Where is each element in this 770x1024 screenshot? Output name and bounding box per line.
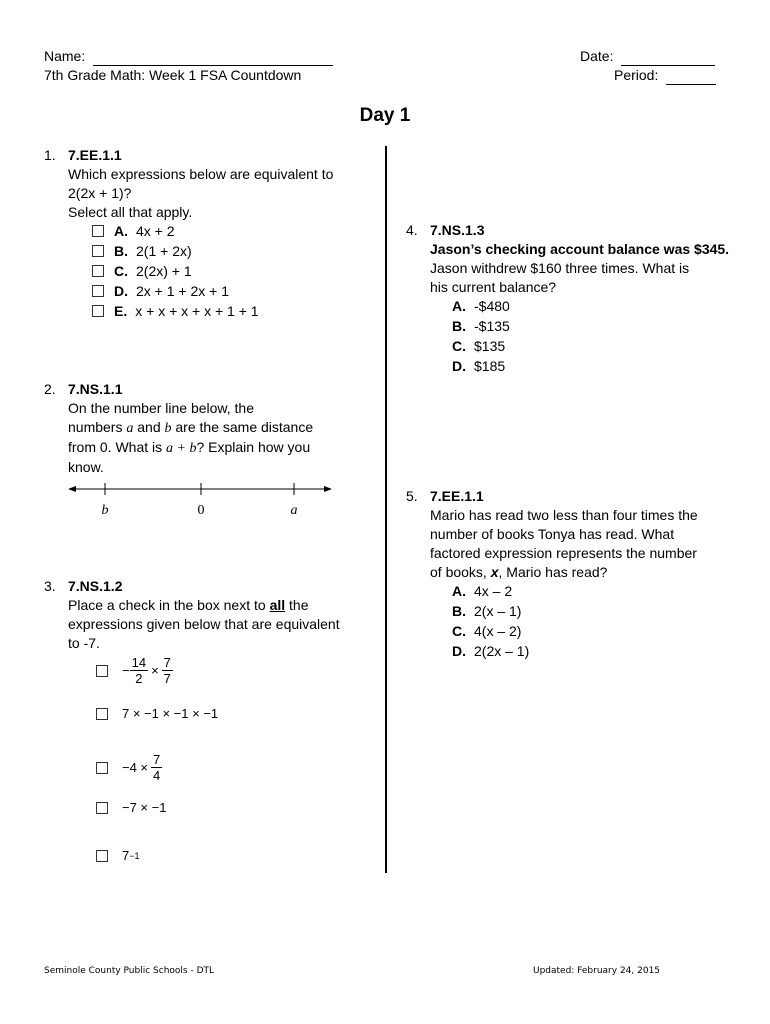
question-text: expressions given below that are equivalent <box>68 616 340 632</box>
variable-a: a <box>126 421 134 436</box>
period-field[interactable] <box>666 84 716 85</box>
question-5 <box>406 487 746 662</box>
choice-c <box>92 262 374 282</box>
checkbox[interactable] <box>92 245 104 257</box>
checkbox[interactable] <box>96 762 108 774</box>
question-text: Place a check in the box next to all the <box>68 597 309 613</box>
question-text: know. <box>68 459 104 475</box>
choice-e <box>92 302 374 322</box>
variable-x: x <box>490 564 499 580</box>
question-text: Mario has read two less than four times the <box>430 507 698 523</box>
tick-label-b: b <box>101 503 109 518</box>
question-2 <box>44 380 374 477</box>
standard-code: 7.EE.1.1 <box>430 488 484 504</box>
q3-option-3: −4 × $\frac{7}{4}$ <box>96 752 162 783</box>
question-text: factored expression represents the number <box>430 545 697 561</box>
column-divider <box>385 146 387 873</box>
question-text: Which expressions below are equivalent to <box>68 166 334 182</box>
question-text: numbers a and b are the same distance <box>68 419 314 436</box>
date-label: Date: <box>580 48 614 64</box>
choice-letter: C. <box>114 263 128 279</box>
choice-b <box>92 242 374 262</box>
choice-list <box>452 582 746 662</box>
emphasis-all: all <box>269 597 286 613</box>
worksheet-subtitle: 7th Grade Math: Week 1 FSA Countdown <box>44 67 302 83</box>
choice-a <box>92 222 374 242</box>
footer-left: Seminole County Public Schools - DTL <box>44 966 215 976</box>
question-number: 5. <box>406 488 418 504</box>
tick-label-0: 0 <box>197 503 205 518</box>
right-arrow-icon <box>324 486 332 492</box>
choice-d[interactable]: D. $185 <box>452 358 506 374</box>
choice-a[interactable]: A. -$480 <box>452 298 510 314</box>
checkbox[interactable] <box>92 285 104 297</box>
question-number: 4. <box>406 222 418 238</box>
q3-option-4: −7 × −1 <box>96 800 166 815</box>
question-number: 1. <box>44 147 56 163</box>
question-3 <box>44 577 374 653</box>
question-text: his current balance? <box>430 279 557 295</box>
choice-a[interactable]: A. 4x – 2 <box>452 583 513 599</box>
checkbox[interactable] <box>96 665 108 677</box>
checkbox[interactable] <box>92 305 104 317</box>
expression: a + b <box>166 441 197 456</box>
name-label: Name: <box>44 48 86 64</box>
checkbox[interactable] <box>96 802 108 814</box>
choice-b[interactable]: B. -$135 <box>452 318 510 334</box>
name-row <box>44 47 333 66</box>
tick-label-a: a <box>290 503 298 518</box>
question-text: number of books Tonya has read. What <box>430 526 675 542</box>
standard-code: 7.NS.1.3 <box>430 222 485 238</box>
choice-letter: A. <box>114 223 128 239</box>
left-arrow-icon <box>68 486 76 492</box>
choice-c[interactable]: C. $135 <box>452 338 506 354</box>
choice-b[interactable]: B. 2(x – 1) <box>452 603 522 619</box>
standard-code: 7.EE.1.1 <box>68 147 122 163</box>
choice-c[interactable]: C. 4(x – 2) <box>452 623 522 639</box>
question-number: 2. <box>44 381 56 397</box>
period-row <box>614 66 716 85</box>
number-line <box>66 478 334 522</box>
question-text: Jason’s checking account balance was $345. <box>430 241 730 257</box>
checkbox[interactable] <box>96 708 108 720</box>
q3-option-2: 7 × −1 × −1 × −1 <box>96 706 218 721</box>
choice-text: 2(2x) + 1 <box>136 263 192 279</box>
choice-letter: D. <box>114 283 128 299</box>
choice-list <box>452 297 736 377</box>
fraction: $\frac{14}{2}$ <box>131 655 147 686</box>
variable-b: b <box>164 421 172 436</box>
question-text: Select all that apply. <box>68 204 193 220</box>
question-text: from 0. What is a + b? Explain how you <box>68 439 311 456</box>
fraction: $\frac{7}{4}$ <box>153 752 161 783</box>
question-text: 2(2x + 1)? <box>68 185 132 201</box>
standard-code: 7.NS.1.1 <box>68 381 123 397</box>
question-number: 3. <box>44 578 56 594</box>
question-1 <box>44 146 374 322</box>
question-text: of books, x, Mario has read? <box>430 564 608 580</box>
footer-right: Updated: February 24, 2015 <box>533 966 661 976</box>
choice-text: 4x + 2 <box>136 223 175 239</box>
checkbox[interactable] <box>92 225 104 237</box>
choice-text: 2(1 + 2x) <box>136 243 192 259</box>
choice-text: x + x + x + x + 1 + 1 <box>135 303 259 319</box>
choice-list <box>92 222 374 322</box>
choice-letter: B. <box>114 243 128 259</box>
choice-letter: E. <box>114 303 128 319</box>
period-label: Period: <box>614 67 659 83</box>
checkbox[interactable] <box>96 850 108 862</box>
q3-option-5: 7 −1 <box>96 848 140 863</box>
date-row <box>580 47 715 66</box>
q3-option-1: − $\frac{14}{2}$ × $\frac{7}{7}$ <box>96 655 173 686</box>
fraction: $\frac{7}{7}$ <box>163 655 171 686</box>
question-text: to -7. <box>68 635 100 651</box>
checkbox[interactable] <box>92 265 104 277</box>
question-text: On the number line below, the <box>68 400 255 416</box>
question-4 <box>406 221 736 377</box>
standard-code: 7.NS.1.2 <box>68 578 123 594</box>
page-title: Day 1 <box>359 105 411 126</box>
question-text: Jason withdrew $160 three times. What is <box>430 260 690 276</box>
choice-text: 2x + 1 + 2x + 1 <box>136 283 230 299</box>
choice-d[interactable]: D. 2(2x – 1) <box>452 643 530 659</box>
choice-d <box>92 282 374 302</box>
